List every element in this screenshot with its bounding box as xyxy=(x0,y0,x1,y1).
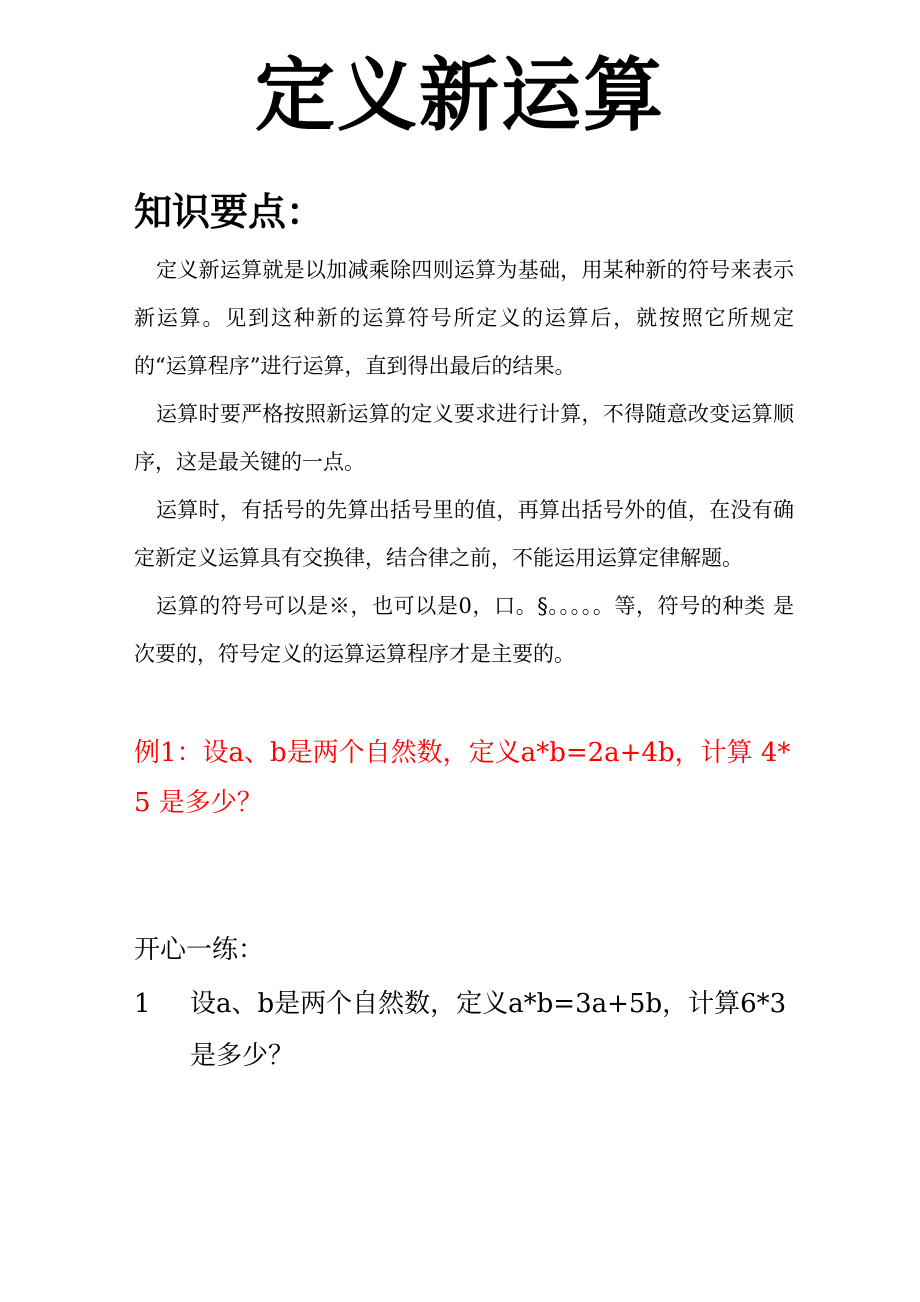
example-problem: 例1：设a、b是两个自然数，定义a*b=2a+4b，计算 4*5 是多少？ xyxy=(134,738,791,818)
exercise-text: 设a、b是两个自然数，定义a*b=3a+5b，计算6*3是多少？ xyxy=(190,989,787,1071)
practice-heading: 开心一练： xyxy=(134,935,265,965)
exercise-item xyxy=(134,978,794,1082)
knowledge-paragraph-2: 运算时要严格按照新运算的定义要求进行计算，不得随意改变运算顺序，这是最关键的一点。 xyxy=(134,402,794,474)
knowledge-paragraph-4: 运算的符号可以是※，也可以是0，口。§。。。。。等，符号的种类 是次要的，符号定义的运算运算程序才是主要的。 xyxy=(134,594,794,666)
exercise-number: 1 xyxy=(134,989,151,1019)
knowledge-paragraph-3: 运算时，有括号的先算出括号里的值，再算出括号外的值，在没有确定新定义运算具有交换律，结合律之前，不能运用运算定律解题。 xyxy=(134,498,794,570)
knowledge-heading: 知识要点： xyxy=(134,190,325,234)
knowledge-paragraph-1: 定义新运算就是以加减乘除四则运算为基础，用某种新的符号来表示新运算。见到这种新的运算符号所定义的运算后，就按照它所规定的“运算程序”进行运算，直到得出最后的结果。 xyxy=(134,258,794,378)
page-title: 定义新运算 xyxy=(255,49,665,142)
